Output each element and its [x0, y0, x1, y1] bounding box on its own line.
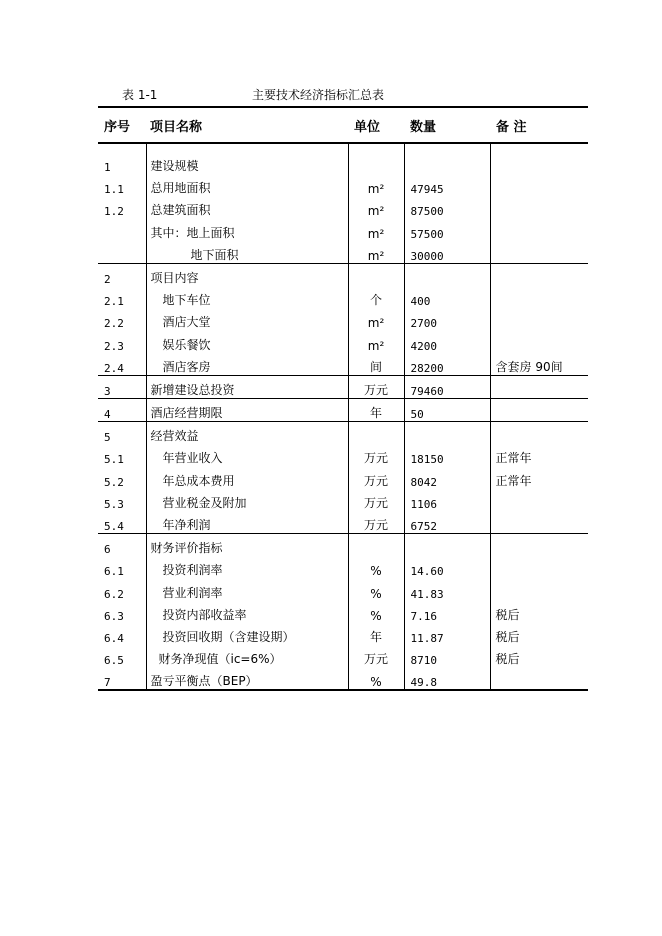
row-number: 2.4: [98, 353, 146, 376]
row-unit: [348, 422, 404, 445]
row-note: 正常年: [490, 444, 588, 466]
row-quantity: 28200: [404, 353, 490, 376]
header-qty: 数量: [404, 107, 490, 143]
row-note: [490, 375, 588, 398]
row-unit: 万元: [348, 466, 404, 488]
row-note: [490, 534, 588, 557]
table-row: [98, 174, 588, 196]
row-number: 6.4: [104, 631, 124, 645]
row-unit: 间: [348, 353, 404, 376]
table-row: [98, 511, 588, 534]
table-row: [98, 489, 588, 511]
row-unit: m²: [348, 241, 404, 264]
row-unit: 万元: [348, 375, 404, 398]
row-item-name: 投资内部收益率: [146, 601, 348, 623]
table-number: 表 1-1: [122, 88, 158, 102]
row-unit: %: [348, 601, 404, 623]
row-note: [490, 263, 588, 286]
table-row: [98, 645, 588, 667]
row-item-name: 投资回收期（含建设期）: [146, 623, 348, 645]
row-unit: m²: [348, 218, 404, 240]
row-number: 2.2: [104, 317, 124, 331]
row-item-name: 财务评价指标: [146, 534, 348, 557]
row-item-name: 总建筑面积: [146, 196, 348, 218]
row-note: 含套房 90间: [490, 353, 588, 376]
row-number: 5.4: [98, 511, 146, 534]
row-item-name: 地下面积: [146, 241, 348, 264]
row-quantity: [404, 534, 490, 557]
row-item-name: 其中：地上面积: [146, 218, 348, 240]
row-number: 6.5: [104, 654, 124, 668]
row-number: 1: [104, 161, 111, 174]
row-quantity: 87500: [404, 196, 490, 218]
row-number: [98, 218, 146, 240]
row-unit: %: [348, 556, 404, 578]
row-note: [490, 489, 588, 511]
row-number: 5: [104, 431, 111, 445]
row-note: 税后: [490, 601, 588, 623]
row-note: [490, 286, 588, 308]
row-item-name: 年净利润: [146, 511, 348, 534]
row-quantity: 14.60: [404, 556, 490, 578]
row-item-name: 项目内容: [146, 263, 348, 286]
row-note: 税后: [490, 623, 588, 645]
row-number: [98, 241, 146, 264]
row-quantity: 50: [404, 398, 490, 421]
row-item-name: 盈亏平衡点（BEP）: [146, 667, 348, 690]
row-number: 4: [98, 398, 146, 421]
row-item-name: 总用地面积: [146, 174, 348, 196]
header-row: [98, 107, 588, 143]
row-item-name: 年总成本费用: [146, 466, 348, 488]
row-item-name: 经营效益: [146, 422, 348, 445]
row-quantity: 47945: [404, 174, 490, 196]
row-quantity: 400: [404, 286, 490, 308]
table-row: [98, 578, 588, 600]
row-unit: 万元: [348, 489, 404, 511]
row-item-name: 娱乐餐饮: [146, 330, 348, 352]
table-row: [98, 286, 588, 308]
row-note: 正常年: [490, 466, 588, 488]
row-unit: 万元: [348, 645, 404, 667]
row-note: [490, 556, 588, 578]
row-item-name: 酒店客房: [146, 353, 348, 376]
row-number: 2: [104, 272, 111, 286]
row-unit: %: [348, 667, 404, 690]
row-number: 6.2: [104, 587, 124, 601]
row-item-name: 酒店大堂: [146, 308, 348, 330]
row-note: [490, 330, 588, 352]
row-unit: [348, 534, 404, 557]
row-note: [490, 196, 588, 218]
row-number: 6: [104, 543, 111, 557]
row-note: [490, 143, 588, 174]
row-note: [490, 398, 588, 421]
row-quantity: 1106: [404, 489, 490, 511]
table-row: [98, 196, 588, 218]
row-item-name: 投资利润率: [146, 556, 348, 578]
row-note: [490, 174, 588, 196]
row-quantity: 4200: [404, 330, 490, 352]
row-quantity: [404, 263, 490, 286]
table-row: [98, 466, 588, 488]
table-row: [98, 601, 588, 623]
table-row: [98, 422, 588, 445]
row-quantity: 11.87: [404, 623, 490, 645]
row-number: 5.1: [104, 453, 124, 467]
row-quantity: 41.83: [404, 578, 490, 600]
row-unit: %: [348, 578, 404, 600]
table-row: [98, 353, 588, 376]
row-unit: m²: [348, 308, 404, 330]
row-item-name: 营业税金及附加: [146, 489, 348, 511]
row-note: [490, 578, 588, 600]
row-unit: 个: [348, 286, 404, 308]
row-number: 6.3: [104, 609, 124, 623]
row-item-name: 地下车位: [146, 286, 348, 308]
row-quantity: 6752: [404, 511, 490, 534]
row-number: 7: [98, 667, 146, 690]
row-quantity: [404, 422, 490, 445]
table-row: [98, 375, 588, 398]
row-item-name: 建设规模: [146, 143, 348, 174]
row-number: 5.2: [104, 475, 124, 489]
indicator-table: [98, 106, 588, 691]
row-quantity: 30000: [404, 241, 490, 264]
row-unit: m²: [348, 330, 404, 352]
row-quantity: 18150: [404, 444, 490, 466]
row-number: 1.1: [104, 183, 124, 197]
row-quantity: 49.8: [404, 667, 490, 690]
row-unit: 万元: [348, 444, 404, 466]
row-number: 2.3: [104, 339, 124, 353]
row-number: 1.2: [104, 205, 124, 219]
row-quantity: [404, 143, 490, 174]
table-row: [98, 534, 588, 557]
row-note: [490, 241, 588, 264]
row-note: [490, 667, 588, 690]
row-unit: 年: [348, 398, 404, 421]
row-unit: 万元: [348, 511, 404, 534]
table-row: [98, 218, 588, 240]
table-row: [98, 308, 588, 330]
header-unit: 单位: [348, 107, 404, 143]
table-row: [98, 143, 588, 174]
table-row: [98, 444, 588, 466]
row-unit: [348, 263, 404, 286]
table-row: [98, 263, 588, 286]
row-number: 2.1: [104, 295, 124, 309]
row-note: [490, 218, 588, 240]
row-unit: m²: [348, 174, 404, 196]
row-item-name: 营业利润率: [146, 578, 348, 600]
header-name: 项目名称: [146, 107, 348, 143]
table-title: 主要技术经济指标汇总表: [252, 88, 385, 102]
row-note: [490, 422, 588, 445]
row-quantity: 8042: [404, 466, 490, 488]
table-row: [98, 667, 588, 690]
row-quantity: 79460: [404, 375, 490, 398]
table-row: [98, 556, 588, 578]
table-row: [98, 623, 588, 645]
header-note: 备 注: [490, 107, 588, 143]
row-unit: m²: [348, 196, 404, 218]
row-quantity: 2700: [404, 308, 490, 330]
row-quantity: 7.16: [404, 601, 490, 623]
row-note: 税后: [490, 645, 588, 667]
row-number: 5.3: [104, 497, 124, 511]
table-row: [98, 398, 588, 421]
row-quantity: 8710: [404, 645, 490, 667]
table-row: [98, 330, 588, 352]
row-item-name: 财务净现值（ic=6%）: [146, 645, 348, 667]
row-item-name: 年营业收入: [146, 444, 348, 466]
row-item-name: 酒店经营期限: [146, 398, 348, 421]
row-unit: 年: [348, 623, 404, 645]
row-unit: [348, 143, 404, 174]
row-number: 6.1: [104, 565, 124, 579]
row-note: [490, 511, 588, 534]
table-row: [98, 241, 588, 264]
row-item-name: 新增建设总投资: [146, 375, 348, 398]
row-note: [490, 308, 588, 330]
row-quantity: 57500: [404, 218, 490, 240]
header-no: 序号: [98, 107, 146, 143]
row-number: 3: [98, 375, 146, 398]
